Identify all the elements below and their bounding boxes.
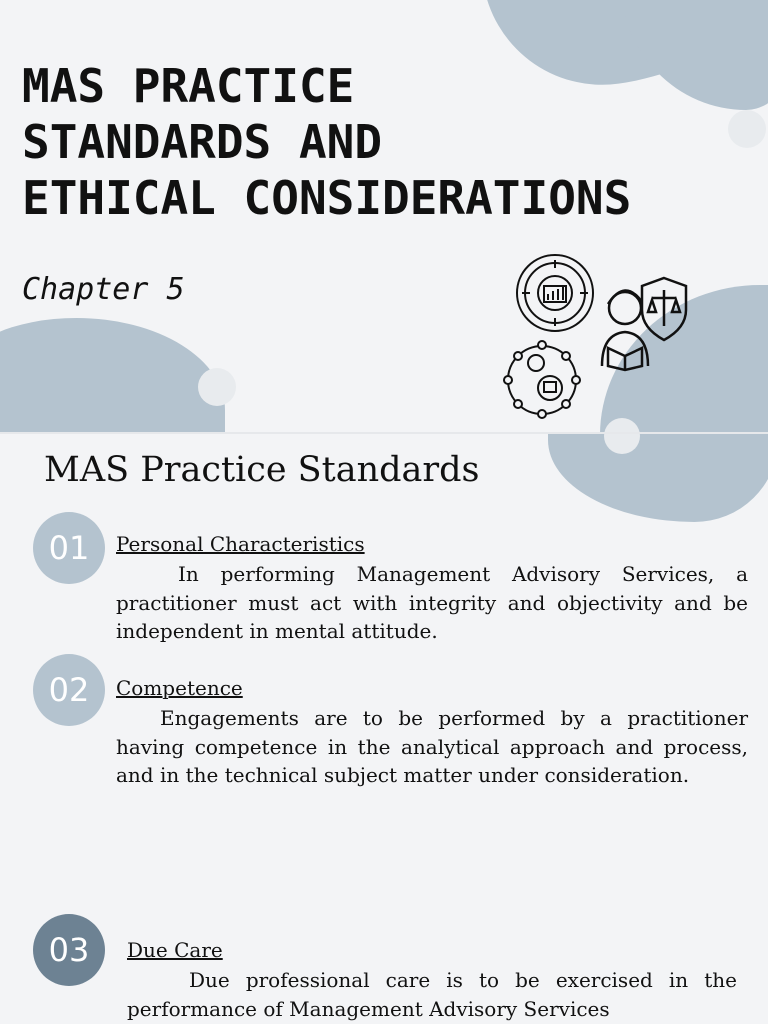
standard-body: Engagements are to be performed by a practitioner having competence in the analytical approach and process, and in the technical subject matter under consideration. <box>116 706 748 788</box>
standard-body: In performing Management Advisory Services, a practitioner must act with integrity and objectivity and be independent in mental attitude. <box>116 562 748 644</box>
illustration <box>498 248 698 423</box>
title-line: MAS PRACTICE <box>22 59 355 113</box>
standard-body: Due professional care is to be exercised in the performance of Management Advisory Services <box>127 968 737 1021</box>
page-title <box>22 58 742 226</box>
cover-header <box>0 0 768 432</box>
standard-title: Due Care <box>127 938 223 962</box>
gear-network-icon <box>504 341 580 418</box>
standard-title: Competence <box>116 676 243 700</box>
standard-title: Personal Characteristics <box>116 532 365 556</box>
title-line: ETHICAL CONSIDERATIONS <box>22 171 632 225</box>
gear-chart-icon <box>517 255 593 331</box>
section-heading: MAS Practice Standards <box>44 450 480 490</box>
title-line: STANDARDS AND <box>22 115 383 169</box>
justice-shield-icon <box>642 278 686 340</box>
section-divider <box>0 432 768 434</box>
number-badge: 03 <box>33 914 105 986</box>
decorative-blob <box>548 432 768 522</box>
chapter-label: Chapter 5 <box>22 272 185 307</box>
number-badge: 02 <box>33 654 105 726</box>
number-badge: 01 <box>33 512 105 584</box>
